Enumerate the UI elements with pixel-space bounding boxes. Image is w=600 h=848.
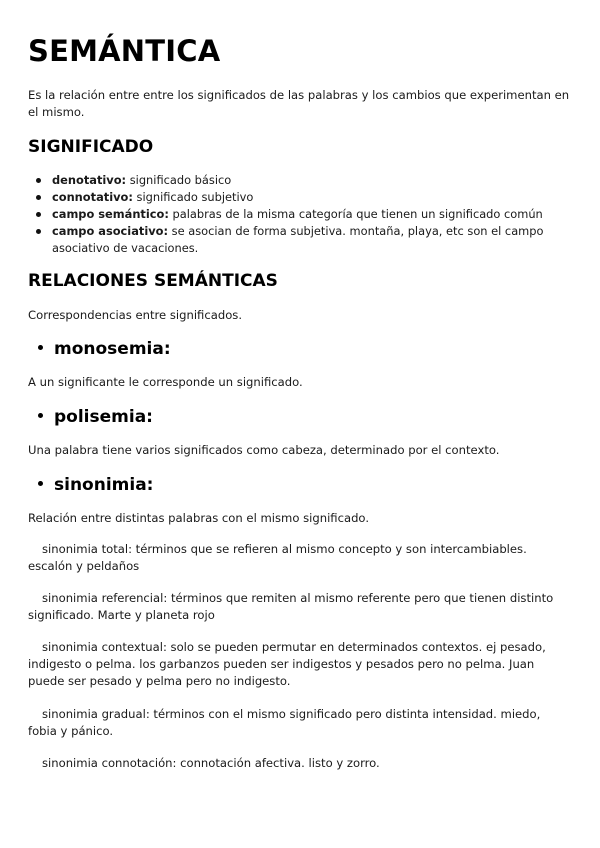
bullet-dot: [38, 481, 43, 486]
list-item-term: connotativo:: [52, 190, 133, 204]
intro-paragraph: Es la relación entre entre los significados de las palabras y los cambios que experimentan en el mismo.: [28, 88, 570, 119]
list-item: [28, 172, 570, 189]
list-item-text: palabras de la misma categoría que tienen un significado común: [168, 207, 543, 221]
monosemia-text: A un significante le corresponde un significado.: [28, 375, 303, 389]
sinonimia-gradual: sinonimia gradual: términos con el mismo significado pero distinta intensidad. miedo, fobia y pánico.: [28, 707, 541, 738]
subheading-sinonimia: [28, 475, 153, 495]
list-item-text: se asocian de forma subjetiva. montaña, playa, etc son el campo asociativo de vacaciones.: [52, 224, 544, 255]
list-item-text: significado subjetivo: [132, 190, 254, 204]
bullet-dot: [38, 345, 43, 350]
bullet-dot: [38, 413, 43, 418]
list-item-term: denotativo:: [52, 173, 127, 187]
subheading-label: polisemia:: [54, 407, 153, 427]
subheading-polisemia: [28, 407, 153, 427]
sinonimia-referencial: sinonimia referencial: términos que remiten al mismo referente pero que tienen distinto significado. Marte y planeta rojo: [28, 591, 554, 622]
list-item: [28, 189, 570, 206]
sinonimia-text: Relación entre distintas palabras con el mismo significado.: [28, 511, 370, 525]
list-item: [28, 223, 570, 257]
section-heading-significado: SIGNIFICADO: [28, 137, 154, 157]
subheading-label: monosemia:: [54, 339, 171, 359]
page-title: SEMÁNTICA: [28, 34, 221, 68]
list-item-text: significado básico: [126, 173, 232, 187]
polisemia-text: Una palabra tiene varios significados como cabeza, determinado por el contexto.: [28, 443, 500, 457]
list-item-term: campo asociativo:: [52, 224, 169, 238]
sinonimia-connotacion: sinonimia connotación: connotación afectiva. listo y zorro.: [42, 756, 380, 770]
subheading-monosemia: [28, 339, 171, 359]
relaciones-intro: Correspondencias entre significados.: [28, 308, 243, 322]
significado-list: [28, 172, 570, 257]
sinonimia-contextual: sinonimia contextual: solo se pueden permutar en determinados contextos. ej pesado, indigesto o pelma. los garbanzos pueden ser indigestos y pesados pero no pelma. Juan puede ser pesado y pelma pero no indigesto.: [28, 640, 546, 688]
list-item-term: campo semántico:: [52, 207, 169, 221]
section-heading-relaciones: RELACIONES SEMÁNTICAS: [28, 271, 278, 291]
sinonimia-total: sinonimia total: términos que se refieren al mismo concepto y son intercambiables. escalón y peldaños: [28, 542, 527, 573]
subheading-label: sinonimia:: [54, 475, 154, 495]
list-item: [28, 206, 570, 223]
